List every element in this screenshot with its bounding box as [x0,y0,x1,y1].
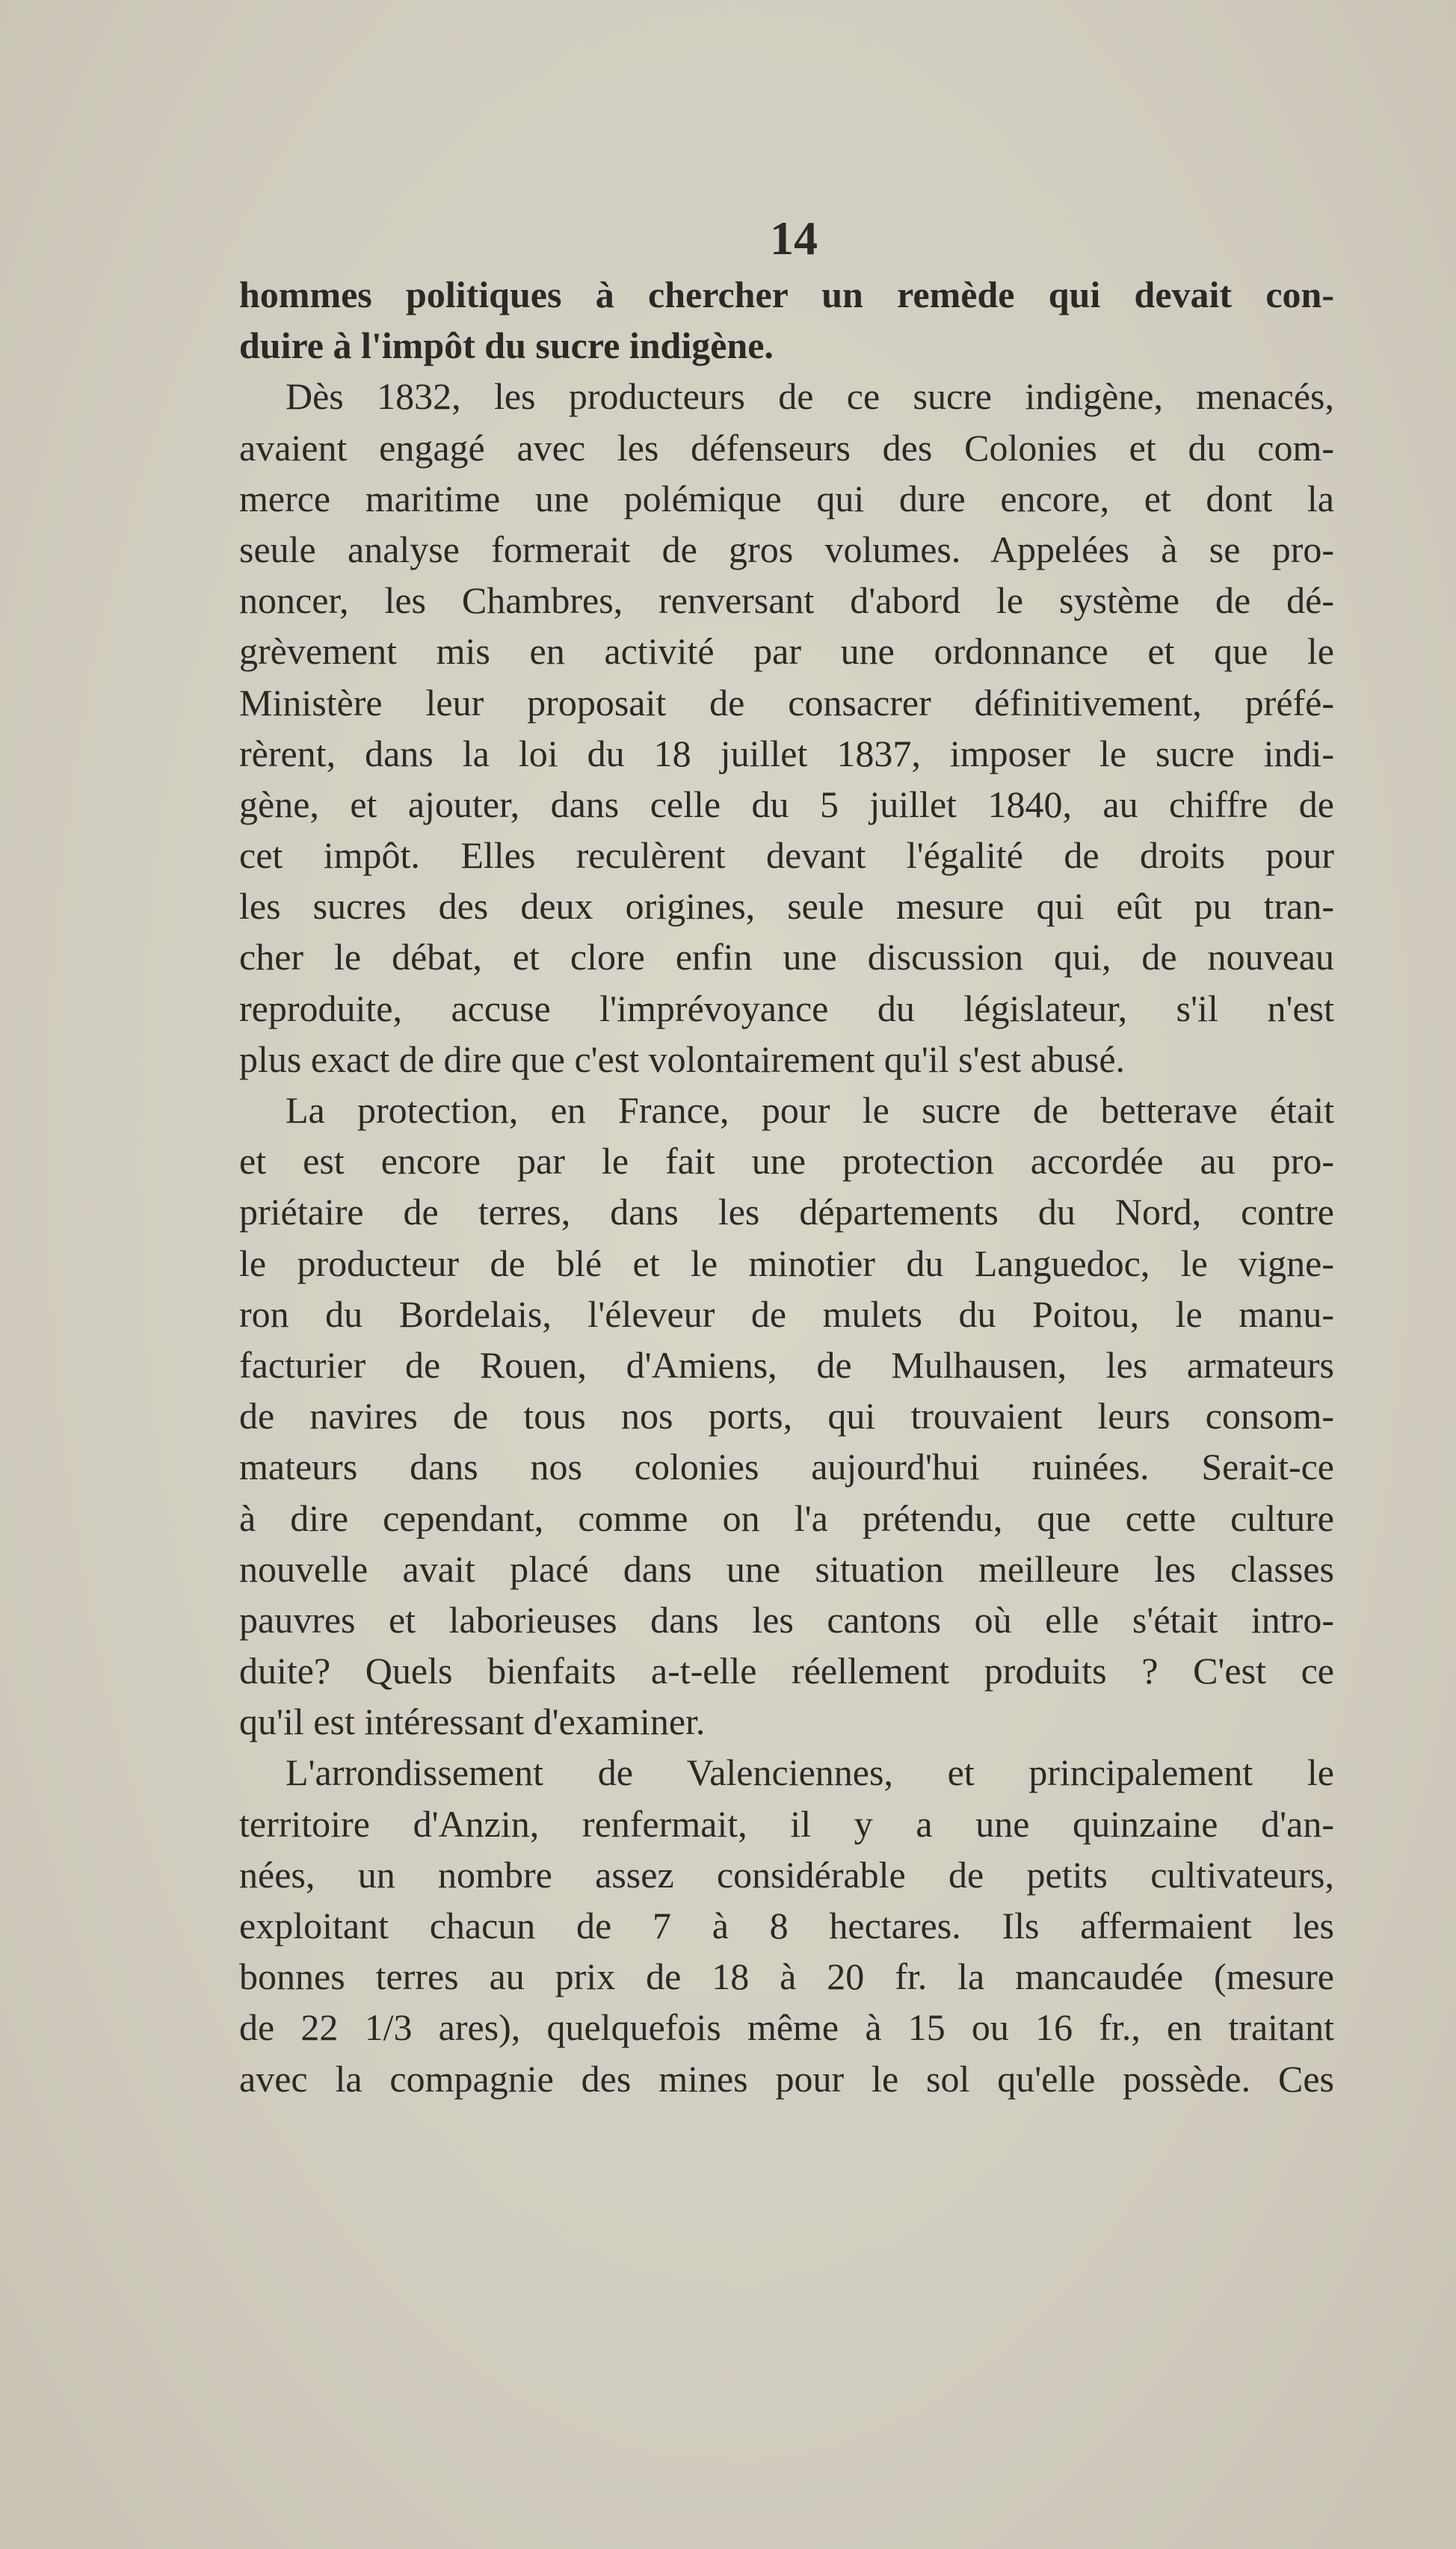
text-line: duite? Quels bienfaits a-t-elle réellement produits ? C'est ce [239,1650,1334,1692]
body-text [239,269,1334,2104]
text-line: exploitant chacun de 7 à 8 hectares. Ils affermaient les [239,1905,1334,1947]
text-line: Ministère leur proposait de consacrer définitivement, préfé- [239,681,1334,724]
text-line: priétaire de terres, dans les départements du Nord, contre [239,1191,1334,1233]
text-line: à dire cependant, comme on l'a prétendu, que cette culture [239,1497,1334,1539]
text-line: duire à l'impôt du sucre indigène. [239,324,774,367]
text-line: de navires de tous nos ports, qui trouvaient leurs consom- [239,1395,1334,1437]
text-line: hommes politiques à chercher un remède qui devait con- [239,274,1334,315]
text-line: nées, un nombre assez considérable de petits cultivateurs, [239,1853,1334,1896]
text-line: plus exact de dire que c'est volontairement qu'il s'est abusé. [239,1038,1126,1080]
text-line: cet impôt. Elles reculèrent devant l'égalité de droits pour [239,834,1334,877]
text-line: et est encore par le fait une protection accordée au pro- [239,1140,1334,1183]
text-line: avaient engagé avec les défenseurs des Colonies et du com- [239,426,1334,469]
text-line: de 22 1/3 ares), quelquefois même à 15 ou 16 fr., en traitant [239,2006,1334,2049]
text-line: les sucres des deux origines, seule mesure qui eût pu tran- [239,885,1334,928]
text-line: grèvement mis en activité par une ordonnance et que le [239,630,1334,673]
paragraph-start-line: L'arrondissement de Valenciennes, et principalement le [286,1751,1334,1794]
text-line: cher le débat, et clore enfin une discussion qui, de nouveau [239,936,1334,978]
text-line: ron du Bordelais, l'éleveur de mulets du Poitou, le manu- [239,1292,1334,1335]
text-line: merce maritime une polémique qui dure encore, et dont la [239,477,1334,520]
text-line: seule analyse formerait de gros volumes. Appelées à se pro- [239,528,1334,570]
text-line: avec la compagnie des mines pour le sol qu'elle possède. Ces [239,2057,1334,2100]
text-line: reproduite, accuse l'imprévoyance du législateur, s'il n'est [239,987,1334,1029]
text-line: le producteur de blé et le minotier du Languedoc, le vigne- [239,1242,1334,1284]
text-line: noncer, les Chambres, renversant d'abord le système de dé- [239,579,1334,622]
text-line: gène, et ajouter, dans celle du 5 juillet 1840, au chiffre de [239,783,1334,825]
text-line: qu'il est intéressant d'examiner. [239,1701,706,1743]
text-line: territoire d'Anzin, renfermait, il y a une quinzaine d'an- [239,1802,1334,1845]
text-line: facturier de Rouen, d'Amiens, de Mulhausen, les armateurs [239,1343,1334,1386]
text-line: pauvres et laborieuses dans les cantons où elle s'était intro- [239,1598,1334,1641]
text-line: mateurs dans nos colonies aujourd'hui ruinées. Serait-ce [239,1446,1334,1488]
page-number: 14 [770,212,818,265]
text-line: rèrent, dans la loi du 18 juillet 1837, imposer le sucre indi- [239,732,1334,774]
paragraph-start-line: La protection, en France, pour le sucre de betterave était [286,1089,1334,1131]
text-line: nouvelle avait placé dans une situation meilleure les classes [239,1547,1334,1590]
text-line: bonnes terres au prix de 18 à 20 fr. la mancaudée (mesure [239,1955,1334,1998]
paragraph-start-line: Dès 1832, les producteurs de ce sucre indigène, menacés, [286,375,1334,418]
